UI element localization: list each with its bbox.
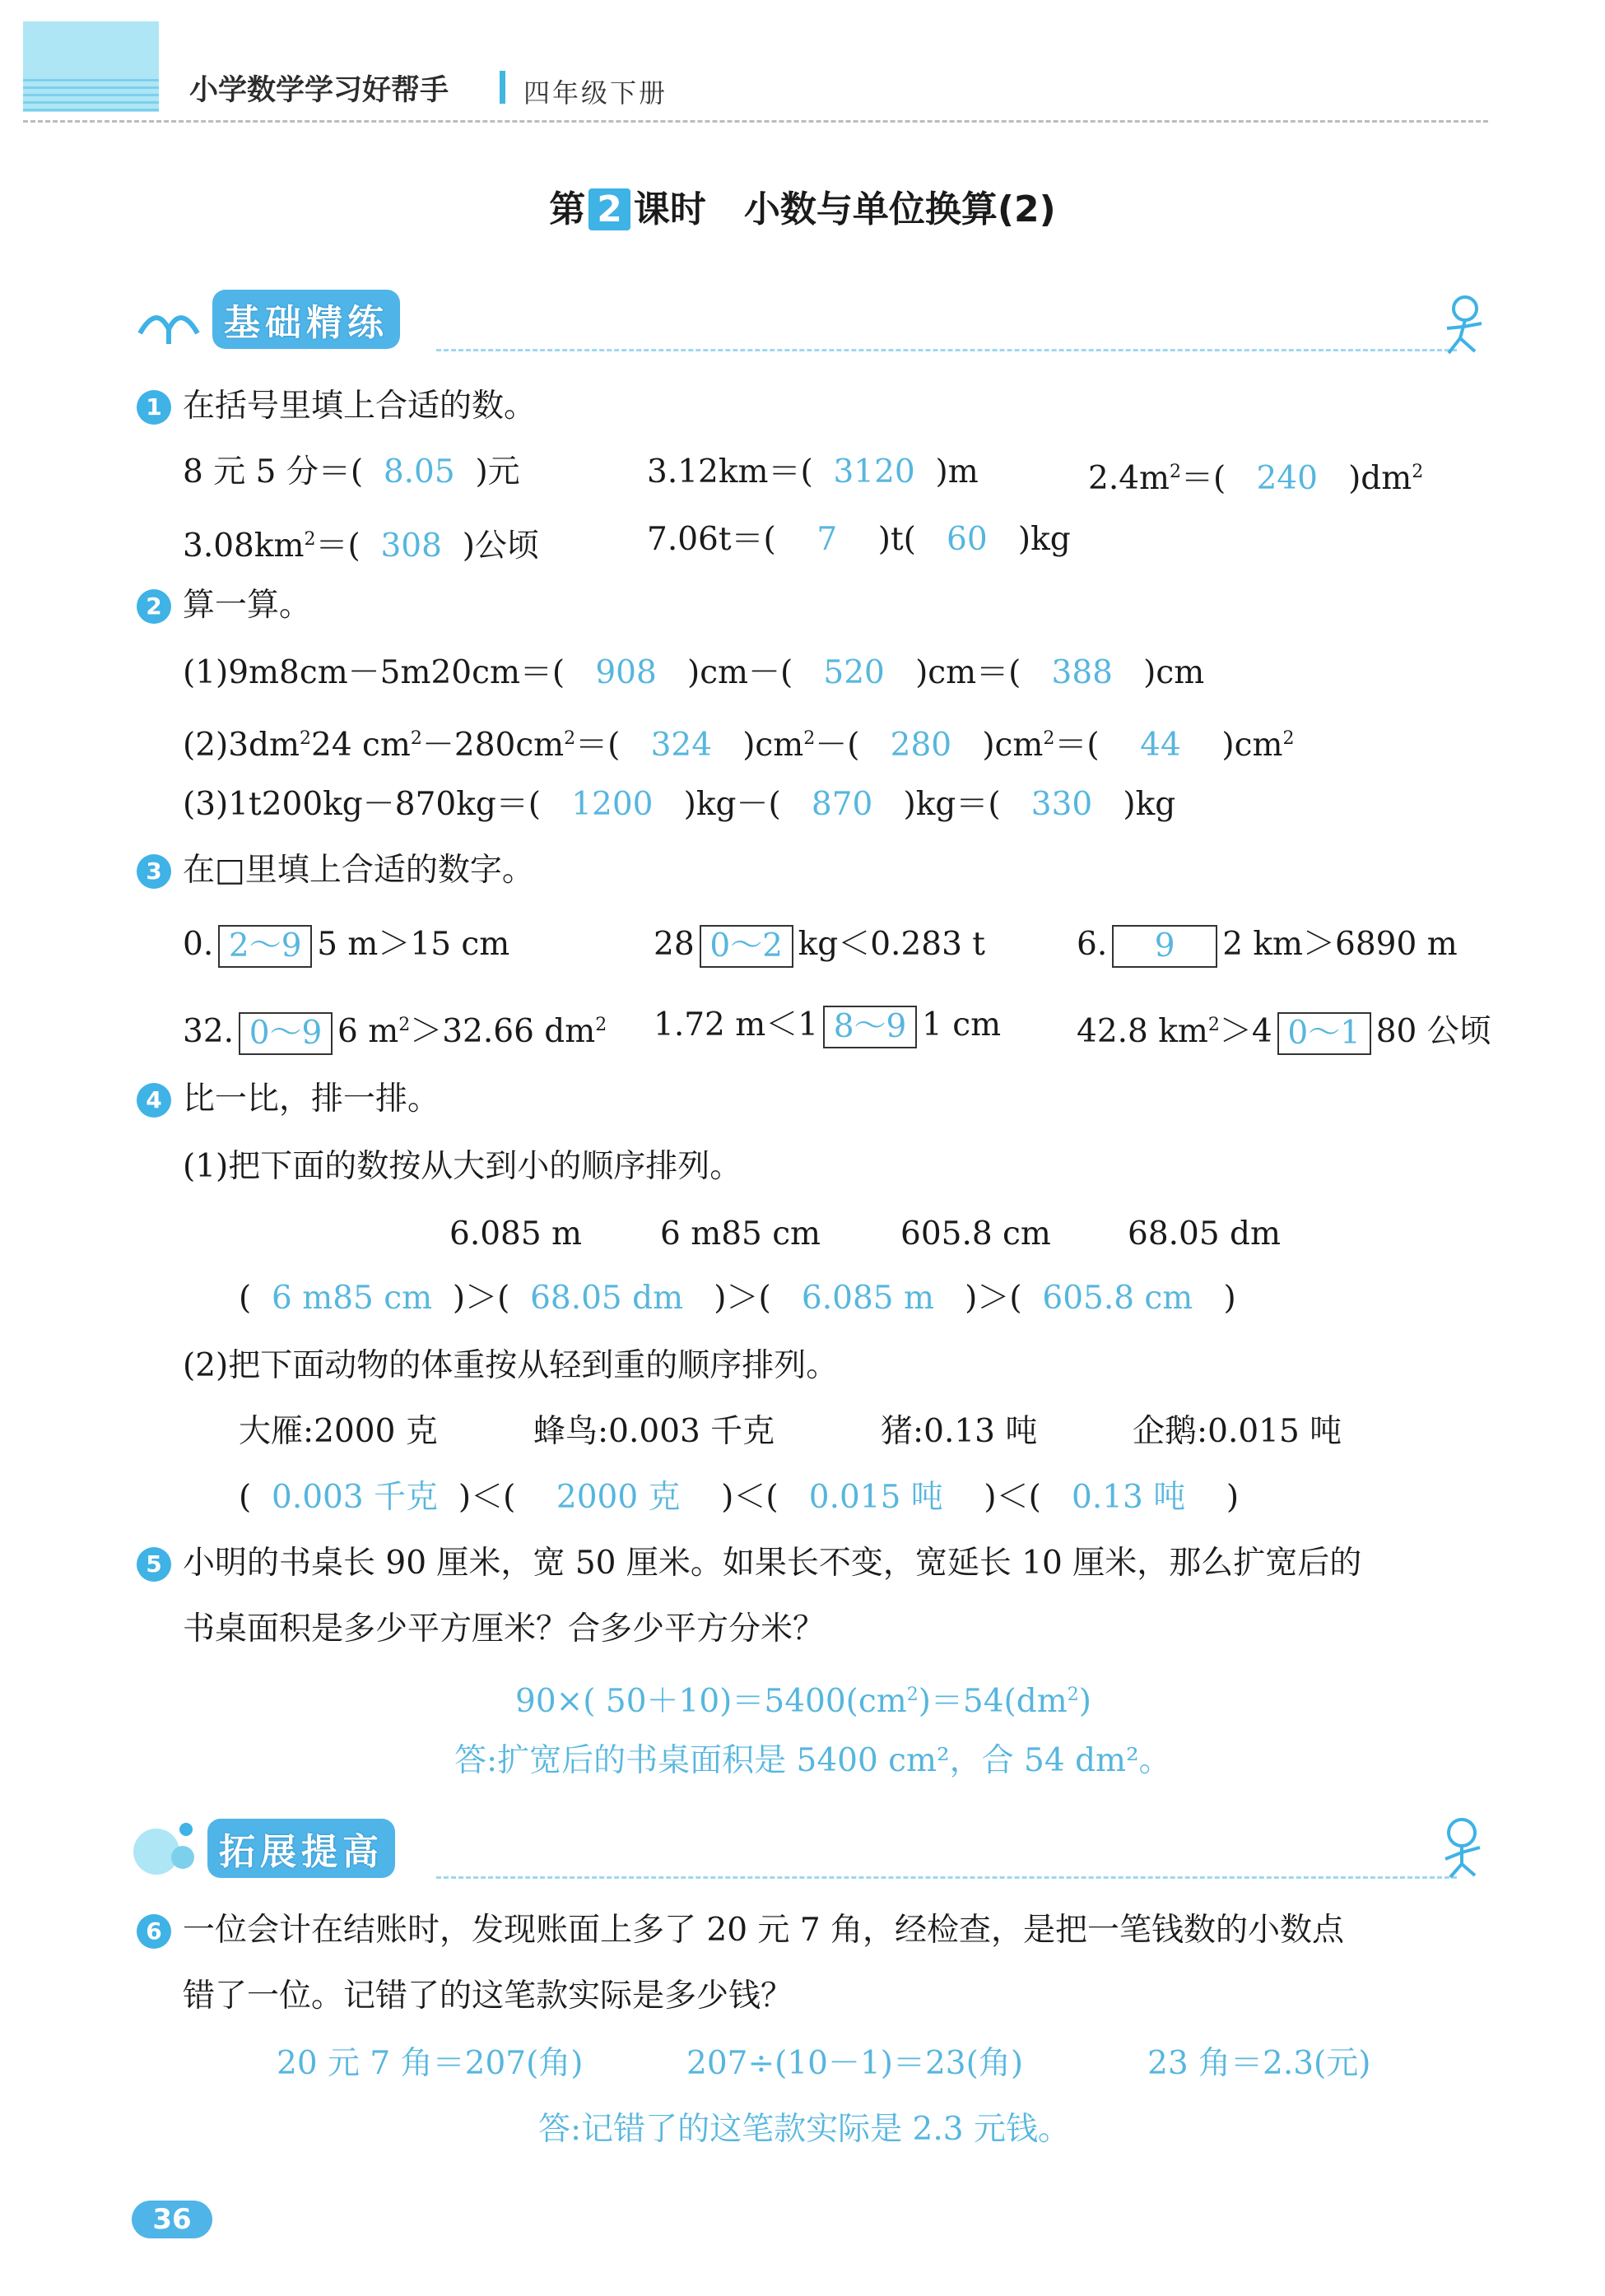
q4-sub2: (2)把下面动物的体重按从轻到重的顺序排列。 [183, 1347, 839, 1384]
q4-animal: 蜂鸟:0.003 千克 [533, 1413, 775, 1450]
q3-row2b: 1.72 m＜1 8～9 1 cm [654, 1004, 1001, 1048]
q5-answer: 答:扩宽后的书桌面积是 5400 cm²，合 54 dm²。 [454, 1742, 1171, 1779]
question-number: 6 [137, 1914, 171, 1949]
q3-row2: 32. 0～9 6 $m^2>32.66$ $dm^2$ [183, 1004, 607, 1055]
q3-prompt: 在□里填上合适的数字。 [183, 852, 534, 889]
lesson-title: 第 2 课时 小数与单位换算(2) [549, 188, 1056, 230]
q4-item: 6.085 m [449, 1215, 583, 1253]
book-grade: 四年级下册 [523, 77, 668, 109]
question-number: 1 [137, 390, 171, 425]
q4-prompt: 比一比，排一排。 [183, 1081, 440, 1118]
q6-answer: 答:记错了的这笔款实际是 2.3 元钱。 [538, 2111, 1070, 2148]
q3-row1: 0. 2～9 5 m＞15 cm [183, 923, 509, 968]
header-divider [23, 120, 1488, 123]
q6-calc3: 23 角＝2.3(元) [1147, 2045, 1371, 2082]
lesson-number: 2 [588, 188, 630, 230]
q1-row1: 8 元 5 分＝( 8.05 )元 [183, 453, 520, 490]
q1-prompt: 在括号里填上合适的数。 [183, 388, 537, 425]
q6-line2: 错了一位。记错了的这笔款实际是多少钱？ [183, 1978, 793, 2015]
question-number: 3 [137, 854, 171, 889]
header-stripes [23, 79, 159, 112]
q6-calc2: 207÷(10－1)＝23(角) [686, 2045, 1024, 2082]
title-divider [500, 71, 505, 104]
q5-calc: 90×( $50+10)=5400(cm^2)=54(dm^2)$ [515, 1683, 1091, 1720]
q6-calc1: 20 元 7 角＝207(角) [277, 2045, 584, 2082]
q4-animal: 大雁:2000 克 [239, 1413, 438, 1450]
q2-row2: $(2)3dm^224$ $cm^2-280cm^2=$( 324 )$cm^2-$( 280 )$cm^2=$( 44 )$cm^2$ [183, 727, 1295, 764]
section-divider [436, 349, 1457, 351]
question-number: 4 [137, 1083, 171, 1118]
section-extend-title: 拓展提高 [207, 1819, 395, 1878]
q1-row2: $3.08km^2=$( 308 )公顷 [183, 528, 539, 565]
q3-row2c: 42.8 $km^2>4$ 0～1 80 公顷 [1077, 1004, 1491, 1055]
q3-row1b: 28 0～2 kg＜0.283 t [654, 923, 985, 968]
q2-prompt: 算一算。 [183, 587, 312, 624]
q4-item: 605.8 cm [900, 1215, 1051, 1253]
q5-line1: 小明的书桌长 90 厘米，宽 50 厘米。如果长不变，宽延长 10 厘米，那么扩宽后的 [183, 1545, 1362, 1582]
q4-answer2: ( 0.003 千克 )＜( 2000 克 )＜( 0.015 吨 )＜( 0.13 吨 ) [239, 1479, 1240, 1516]
q4-animal: 猪:0.13 吨 [881, 1413, 1038, 1450]
section-divider [436, 1876, 1457, 1879]
q4-sub1: (1)把下面的数按从大到小的顺序排列。 [183, 1148, 742, 1185]
sprout-icon [132, 296, 206, 346]
q2-row3: (3)1t200kg－870kg＝( 1200 )kg－( 870 )kg＝( 330 )kg [183, 786, 1176, 823]
book-title: 小学数学学习好帮手 [189, 74, 449, 107]
bubbles-icon [132, 1815, 206, 1880]
q4-animal: 企鹅:0.015 吨 [1133, 1413, 1342, 1450]
kid-icon [1432, 1815, 1490, 1880]
section-basic-title: 基础精练 [212, 290, 400, 349]
q1-row2b: 7.06t＝( 7 )t( 60 )kg [647, 521, 1071, 558]
q1-row1c: $2.4m^2=$( 240 )$dm^2$ [1088, 460, 1424, 497]
page-number: 36 [132, 2201, 212, 2238]
question-number: 2 [137, 589, 171, 624]
q4-item: 68.05 dm [1128, 1215, 1281, 1253]
q1-row1b: 3.12km＝( 3120 )m [647, 453, 979, 490]
q4-answer1: ( 6 m85 cm )＞( 68.05 dm )＞( 6.085 m )＞( 605.8 cm ) [239, 1280, 1236, 1317]
question-number: 5 [137, 1547, 171, 1582]
q3-row1c: 6. 9 2 km＞6890 m [1077, 923, 1458, 968]
q6-line1: 一位会计在结账时，发现账面上多了 20 元 7 角，经检查，是把一笔钱数的小数点 [183, 1912, 1345, 1949]
q2-row1: (1)9m8cm－5m20cm＝( 908 )cm－( 520 )cm＝( 388 )cm [183, 654, 1205, 691]
q5-line2: 书桌面积是多少平方厘米？合多少平方分米？ [183, 1610, 826, 1648]
running-kid-icon [1432, 292, 1490, 358]
q4-item: 6 m85 cm [660, 1215, 821, 1253]
